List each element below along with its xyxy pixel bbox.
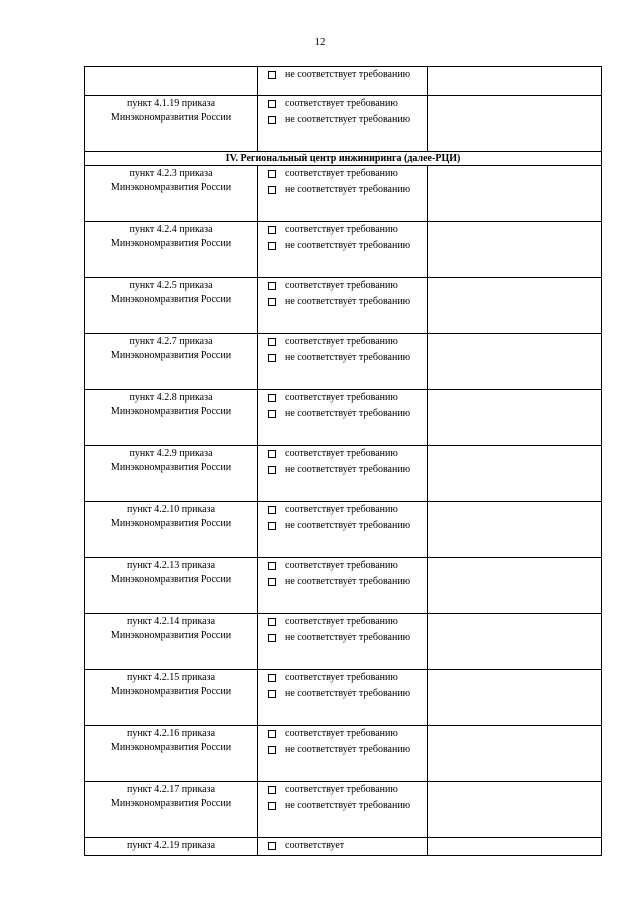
table-row — [85, 614, 602, 670]
checkbox-icon[interactable] — [258, 407, 285, 423]
table-row — [85, 390, 602, 446]
options-cell — [258, 390, 428, 446]
option-not-complies[interactable] — [258, 295, 427, 311]
option-not-complies[interactable] — [258, 113, 427, 129]
option-complies[interactable] — [258, 783, 427, 799]
option-complies[interactable] — [258, 671, 427, 687]
options-cell — [258, 222, 428, 278]
option-label: соответствует требованию — [285, 280, 398, 291]
checkbox-icon[interactable] — [258, 295, 285, 311]
comment-cell[interactable] — [428, 390, 602, 446]
comment-cell[interactable] — [428, 502, 602, 558]
table-row — [85, 96, 602, 152]
option-complies[interactable] — [258, 559, 427, 575]
checkbox-icon[interactable] — [258, 239, 285, 255]
option-complies[interactable] — [258, 727, 427, 743]
option-label: не соответствует требованию — [285, 239, 411, 251]
checkbox-icon[interactable] — [258, 575, 285, 591]
option-not-complies[interactable] — [258, 743, 427, 759]
checkbox-icon[interactable] — [258, 97, 285, 113]
options-cell — [258, 67, 428, 96]
option-label: соответствует требованию — [285, 616, 398, 627]
checkbox-icon[interactable] — [258, 783, 285, 799]
table-row — [85, 278, 602, 334]
comment-cell[interactable] — [428, 726, 602, 782]
reference-cell: пункт 4.1.19 приказа Минэкономразвития России — [85, 96, 258, 152]
comment-cell[interactable] — [428, 558, 602, 614]
comment-cell[interactable] — [428, 670, 602, 726]
checkbox-icon[interactable] — [258, 631, 285, 647]
checkbox-icon[interactable] — [258, 727, 285, 743]
option-label: не соответствует требованию — [285, 351, 411, 363]
table-row — [85, 838, 602, 856]
checkbox-icon[interactable] — [258, 687, 285, 703]
option-complies[interactable] — [258, 279, 427, 295]
checkbox-icon[interactable] — [258, 743, 285, 759]
option-complies[interactable] — [258, 447, 427, 463]
option-not-complies[interactable] — [258, 463, 427, 479]
option-label: не соответствует требованию — [285, 183, 411, 195]
reference-cell: пункт 4.2.16 приказа Минэкономразвития России — [85, 726, 258, 782]
reference-cell — [85, 67, 258, 96]
reference-cell: пункт 4.2.8 приказа Минэкономразвития России — [85, 390, 258, 446]
option-label: не соответствует требованию — [285, 463, 411, 475]
checkbox-icon[interactable] — [258, 68, 285, 84]
option-label: соответствует требованию — [285, 168, 398, 179]
option-label: не соответствует требованию — [285, 519, 411, 531]
compliance-table — [84, 66, 602, 856]
page-number: 12 — [314, 36, 326, 48]
checkbox-icon[interactable] — [258, 447, 285, 463]
options-cell — [258, 446, 428, 502]
checkbox-icon[interactable] — [258, 671, 285, 687]
table-row — [85, 502, 602, 558]
comment-cell[interactable] — [428, 334, 602, 390]
comment-cell[interactable] — [428, 166, 602, 222]
option-not-complies[interactable] — [258, 631, 427, 647]
option-label: не соответствует требованию — [285, 69, 411, 80]
option-label: не соответствует требованию — [285, 743, 411, 755]
option-label: не соответствует требованию — [285, 407, 411, 419]
option-label: не соответствует требованию — [285, 631, 411, 643]
table-row — [85, 334, 602, 390]
checkbox-icon[interactable] — [258, 223, 285, 239]
options-cell — [258, 166, 428, 222]
section-title: IV. Региональный центр инжиниринга (далее-РЦИ) — [85, 152, 602, 166]
options-cell — [258, 670, 428, 726]
checkbox-icon[interactable] — [258, 839, 285, 855]
option-not-complies[interactable] — [258, 407, 427, 423]
comment-cell[interactable] — [428, 222, 602, 278]
checkbox-icon[interactable] — [258, 503, 285, 519]
option-label: соответствует требованию — [285, 448, 398, 459]
option-label: не соответствует требованию — [285, 575, 411, 587]
options-cell — [258, 96, 428, 152]
checkbox-icon[interactable] — [258, 559, 285, 575]
table-row — [85, 670, 602, 726]
checkbox-icon[interactable] — [258, 519, 285, 535]
option-not-complies[interactable] — [258, 239, 427, 255]
checkbox-icon[interactable] — [258, 351, 285, 367]
option-complies[interactable] — [258, 503, 427, 519]
options-cell — [258, 614, 428, 670]
options-cell — [258, 334, 428, 390]
option-label: соответствует требованию — [285, 672, 398, 683]
comment-cell[interactable] — [428, 782, 602, 838]
option-label: не соответствует требованию — [285, 687, 411, 699]
option-not-complies[interactable] — [258, 575, 427, 591]
options-cell — [258, 558, 428, 614]
option-label: соответствует требованию — [285, 560, 398, 571]
option-label: соответствует требованию — [285, 784, 398, 795]
comment-cell[interactable] — [428, 278, 602, 334]
options-cell — [258, 726, 428, 782]
table-row — [85, 166, 602, 222]
reference-cell: пункт 4.2.3 приказа Минэкономразвития России — [85, 166, 258, 222]
checkbox-icon[interactable] — [258, 279, 285, 295]
option-label: соответствует требованию — [285, 728, 398, 739]
checkbox-icon[interactable] — [258, 335, 285, 351]
table-row — [85, 222, 602, 278]
checkbox-icon[interactable] — [258, 113, 285, 129]
option-complies[interactable] — [258, 391, 427, 407]
reference-cell: пункт 4.2.10 приказа Минэкономразвития России — [85, 502, 258, 558]
option-complies[interactable] — [258, 615, 427, 631]
checkbox-icon[interactable] — [258, 799, 285, 815]
option-label: соответствует требованию — [285, 224, 398, 235]
reference-cell: пункт 4.2.17 приказа Минэкономразвития России — [85, 782, 258, 838]
comment-cell[interactable] — [428, 838, 602, 856]
option-complies[interactable] — [258, 167, 427, 183]
table-row — [85, 782, 602, 838]
options-cell — [258, 278, 428, 334]
option-complies[interactable] — [258, 223, 427, 239]
reference-cell: пункт 4.2.13 приказа Минэкономразвития России — [85, 558, 258, 614]
options-cell — [258, 502, 428, 558]
reference-cell: пункт 4.2.4 приказа Минэкономразвития России — [85, 222, 258, 278]
option-label: не соответствует требованию — [285, 113, 411, 125]
option-label: соответствует требованию — [285, 98, 398, 109]
option-label: соответствует требованию — [285, 392, 398, 403]
table-row — [85, 67, 602, 96]
option-not-complies[interactable] — [258, 519, 427, 535]
table-row — [85, 726, 602, 782]
table-row — [85, 446, 602, 502]
comment-cell[interactable] — [428, 67, 602, 96]
checkbox-icon[interactable] — [258, 463, 285, 479]
option-not-complies[interactable] — [258, 351, 427, 367]
table-row — [85, 558, 602, 614]
option-complies[interactable] — [258, 97, 427, 113]
checkbox-icon[interactable] — [258, 183, 285, 199]
reference-cell: пункт 4.2.5 приказа Минэкономразвития России — [85, 278, 258, 334]
option-not-complies[interactable] — [258, 687, 427, 703]
checkbox-icon[interactable] — [258, 167, 285, 183]
reference-cell: пункт 4.2.19 приказа — [85, 838, 258, 856]
option-label: не соответствует требованию — [285, 799, 411, 811]
checkbox-icon[interactable] — [258, 391, 285, 407]
section-row — [85, 152, 602, 166]
option-label: соответствует требованию — [285, 336, 398, 347]
option-label: соответствует — [285, 840, 345, 851]
option-not-complies[interactable] — [258, 68, 427, 84]
option-not-complies[interactable] — [258, 799, 427, 815]
comment-cell[interactable] — [428, 96, 602, 152]
option-not-complies[interactable] — [258, 183, 427, 199]
option-label: соответствует требованию — [285, 504, 398, 515]
option-label: не соответствует требованию — [285, 295, 411, 307]
reference-cell: пункт 4.2.15 приказа Минэкономразвития России — [85, 670, 258, 726]
comment-cell[interactable] — [428, 614, 602, 670]
option-complies[interactable] — [258, 839, 427, 855]
options-cell — [258, 782, 428, 838]
option-complies[interactable] — [258, 335, 427, 351]
reference-cell: пункт 4.2.14 приказа Минэкономразвития России — [85, 614, 258, 670]
checkbox-icon[interactable] — [258, 615, 285, 631]
options-cell — [258, 838, 428, 856]
reference-cell: пункт 4.2.9 приказа Минэкономразвития России — [85, 446, 258, 502]
reference-cell: пункт 4.2.7 приказа Минэкономразвития России — [85, 334, 258, 390]
comment-cell[interactable] — [428, 446, 602, 502]
